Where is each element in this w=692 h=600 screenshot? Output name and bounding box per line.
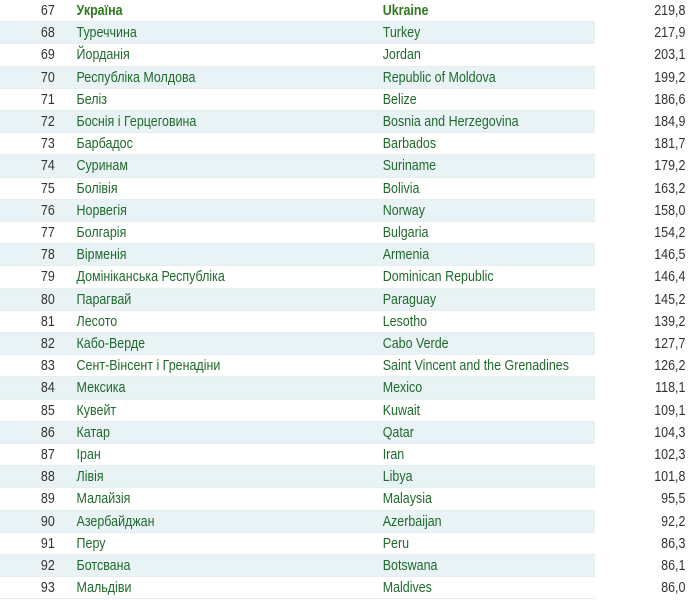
table-row <box>0 488 686 510</box>
table-row <box>0 222 686 244</box>
rank-cell: 77 <box>40 225 56 241</box>
value-cell: 181,7 <box>654 136 686 153</box>
country-ukrainian-cell: Боснія і Герцеговина <box>76 114 197 130</box>
rank-cell: 70 <box>40 69 56 86</box>
country-english-cell: Republic of Moldova <box>382 69 496 86</box>
rank-cell: 79 <box>40 269 56 286</box>
country-ukrainian-cell: Вірменія <box>76 247 127 264</box>
table-row <box>0 377 686 399</box>
rank-cell: 73 <box>40 136 56 153</box>
value-cell: 102,3 <box>654 447 686 463</box>
table-row <box>0 200 686 222</box>
table-row <box>0 533 686 555</box>
country-ukrainian-cell: Мальдіви <box>76 580 132 597</box>
rank-cell: 74 <box>40 158 56 175</box>
value-cell: 184,9 <box>654 114 686 130</box>
country-english-cell: Azerbaijan <box>382 513 442 530</box>
table-row <box>0 67 686 89</box>
value-cell: 145,2 <box>654 291 686 308</box>
table-row <box>0 22 686 44</box>
country-ukrainian-cell: Барбадос <box>76 136 133 153</box>
country-ukrainian-cell: Йорданія <box>76 47 130 64</box>
country-english-cell: Barbados <box>382 136 437 153</box>
country-english-cell: Turkey <box>382 25 421 42</box>
table-row <box>0 400 686 422</box>
table-row <box>0 111 686 133</box>
country-ukrainian-cell: Беліз <box>76 91 108 108</box>
country-ukrainian-cell: Перу <box>76 535 106 552</box>
rank-cell: 93 <box>40 580 56 597</box>
country-english-cell: Peru <box>382 535 410 552</box>
country-english-cell: Bolivia <box>382 180 420 197</box>
table-row <box>0 466 686 488</box>
value-cell: 86,1 <box>661 558 686 574</box>
value-cell: 146,4 <box>654 269 686 286</box>
table-row <box>0 311 686 333</box>
country-ukrainian-cell: Лівія <box>76 469 104 486</box>
country-ukrainian-cell: Катар <box>76 424 110 441</box>
country-english-cell: Suriname <box>382 158 437 175</box>
country-english-cell: Lesotho <box>382 313 428 330</box>
table-row <box>0 133 686 155</box>
country-english-cell: Maldives <box>382 580 432 597</box>
country-ukrainian-cell: Кувейт <box>76 402 117 419</box>
country-ukrainian-cell: Болівія <box>76 180 118 197</box>
rank-cell: 80 <box>40 291 56 308</box>
rank-cell: 72 <box>40 114 56 130</box>
table-row <box>0 355 686 377</box>
country-ukrainian-cell: Іран <box>76 447 101 463</box>
country-ukrainian-cell: Суринам <box>76 158 128 175</box>
value-cell: 126,2 <box>654 358 686 375</box>
rank-cell: 76 <box>40 202 56 219</box>
country-english-cell: Armenia <box>382 247 430 264</box>
country-english-cell: Saint Vincent and the Grenadines <box>382 358 569 375</box>
rank-cell: 90 <box>40 513 56 530</box>
value-cell: 179,2 <box>654 158 686 175</box>
rank-cell: 91 <box>40 535 56 552</box>
table-row <box>0 44 686 66</box>
table-row <box>0 244 686 266</box>
country-english-cell: Bulgaria <box>382 225 429 241</box>
country-ukrainian-cell: Парагвай <box>76 291 132 308</box>
value-cell: 86,0 <box>661 580 686 597</box>
rank-cell: 81 <box>40 313 56 330</box>
table-row <box>0 555 686 577</box>
value-cell: 92,2 <box>661 513 686 530</box>
table-row <box>0 89 686 111</box>
country-ukrainian-cell: Сент-Вінсент і Гренадіни <box>76 358 221 375</box>
country-ukrainian-cell: Норвегія <box>76 202 127 219</box>
country-ukrainian-cell: Домініканська Республіка <box>76 269 225 286</box>
country-english-cell: Jordan <box>382 47 421 64</box>
value-cell: 199,2 <box>654 69 686 86</box>
value-cell: 154,2 <box>654 225 686 241</box>
table-row <box>0 289 686 311</box>
value-cell: 146,5 <box>654 247 686 264</box>
rank-cell: 89 <box>40 491 56 508</box>
country-english-cell: Mexico <box>382 380 423 397</box>
value-cell: 95,5 <box>661 491 686 508</box>
country-ukrainian-cell: Кабо-Верде <box>76 336 146 352</box>
value-cell: 127,7 <box>654 336 686 352</box>
rank-cell: 92 <box>40 558 56 574</box>
country-ukrainian-cell: Україна <box>76 3 123 19</box>
country-english-cell: Dominican Republic <box>382 269 494 286</box>
rank-cell: 71 <box>40 91 56 108</box>
country-ukrainian-cell: Туреччина <box>76 25 137 42</box>
rank-cell: 87 <box>40 447 56 463</box>
table-row <box>0 444 686 466</box>
country-english-cell: Cabo Verde <box>382 336 449 352</box>
table-row <box>0 577 686 599</box>
rank-cell: 88 <box>40 469 56 486</box>
table-row <box>0 333 686 355</box>
value-cell: 217,9 <box>654 25 686 42</box>
country-english-cell: Norway <box>382 202 425 219</box>
table-row <box>0 178 686 200</box>
country-ukrainian-cell: Малайзія <box>76 491 131 508</box>
country-english-cell: Ukraine <box>382 3 429 19</box>
rank-cell: 69 <box>40 47 56 64</box>
rank-cell: 67 <box>40 3 56 19</box>
value-cell: 101,8 <box>654 469 686 486</box>
value-cell: 186,6 <box>654 91 686 108</box>
value-cell: 118,1 <box>655 380 686 397</box>
table-row <box>0 511 686 533</box>
value-cell: 109,1 <box>654 402 686 419</box>
value-cell: 163,2 <box>654 180 686 197</box>
rank-cell: 75 <box>40 180 56 197</box>
table-row <box>0 266 686 288</box>
country-ukrainian-cell: Мексика <box>76 380 126 397</box>
country-ukrainian-cell: Ботсвана <box>76 558 131 574</box>
country-ukrainian-cell: Лесото <box>76 313 118 330</box>
country-english-cell: Kuwait <box>382 402 421 419</box>
table-row <box>0 0 686 22</box>
country-english-cell: Iran <box>382 447 405 463</box>
country-english-cell: Botswana <box>382 558 438 574</box>
rank-cell: 78 <box>40 247 56 264</box>
table-row <box>0 422 686 444</box>
country-ukrainian-cell: Болгарія <box>76 225 127 241</box>
value-cell: 219,8 <box>654 3 686 19</box>
country-english-cell: Qatar <box>382 424 414 441</box>
rank-cell: 83 <box>40 358 56 375</box>
rank-cell: 86 <box>40 424 56 441</box>
country-ukrainian-cell: Республіка Молдова <box>76 69 196 86</box>
value-cell: 104,3 <box>654 424 686 441</box>
value-cell: 158,0 <box>654 202 686 219</box>
country-english-cell: Belize <box>382 91 417 108</box>
country-ukrainian-cell: Азербайджан <box>76 513 155 530</box>
rank-cell: 82 <box>40 336 56 352</box>
rank-cell: 85 <box>40 402 56 419</box>
country-english-cell: Paraguay <box>382 291 437 308</box>
value-cell: 139,2 <box>654 313 686 330</box>
table-row <box>0 155 686 177</box>
value-cell: 86,3 <box>661 535 686 552</box>
value-cell: 203,1 <box>654 47 686 64</box>
country-english-cell: Bosnia and Herzegovina <box>382 114 519 130</box>
rank-cell: 84 <box>40 380 56 397</box>
country-english-cell: Libya <box>382 469 413 486</box>
rank-cell: 68 <box>40 25 56 42</box>
country-english-cell: Malaysia <box>382 491 432 508</box>
